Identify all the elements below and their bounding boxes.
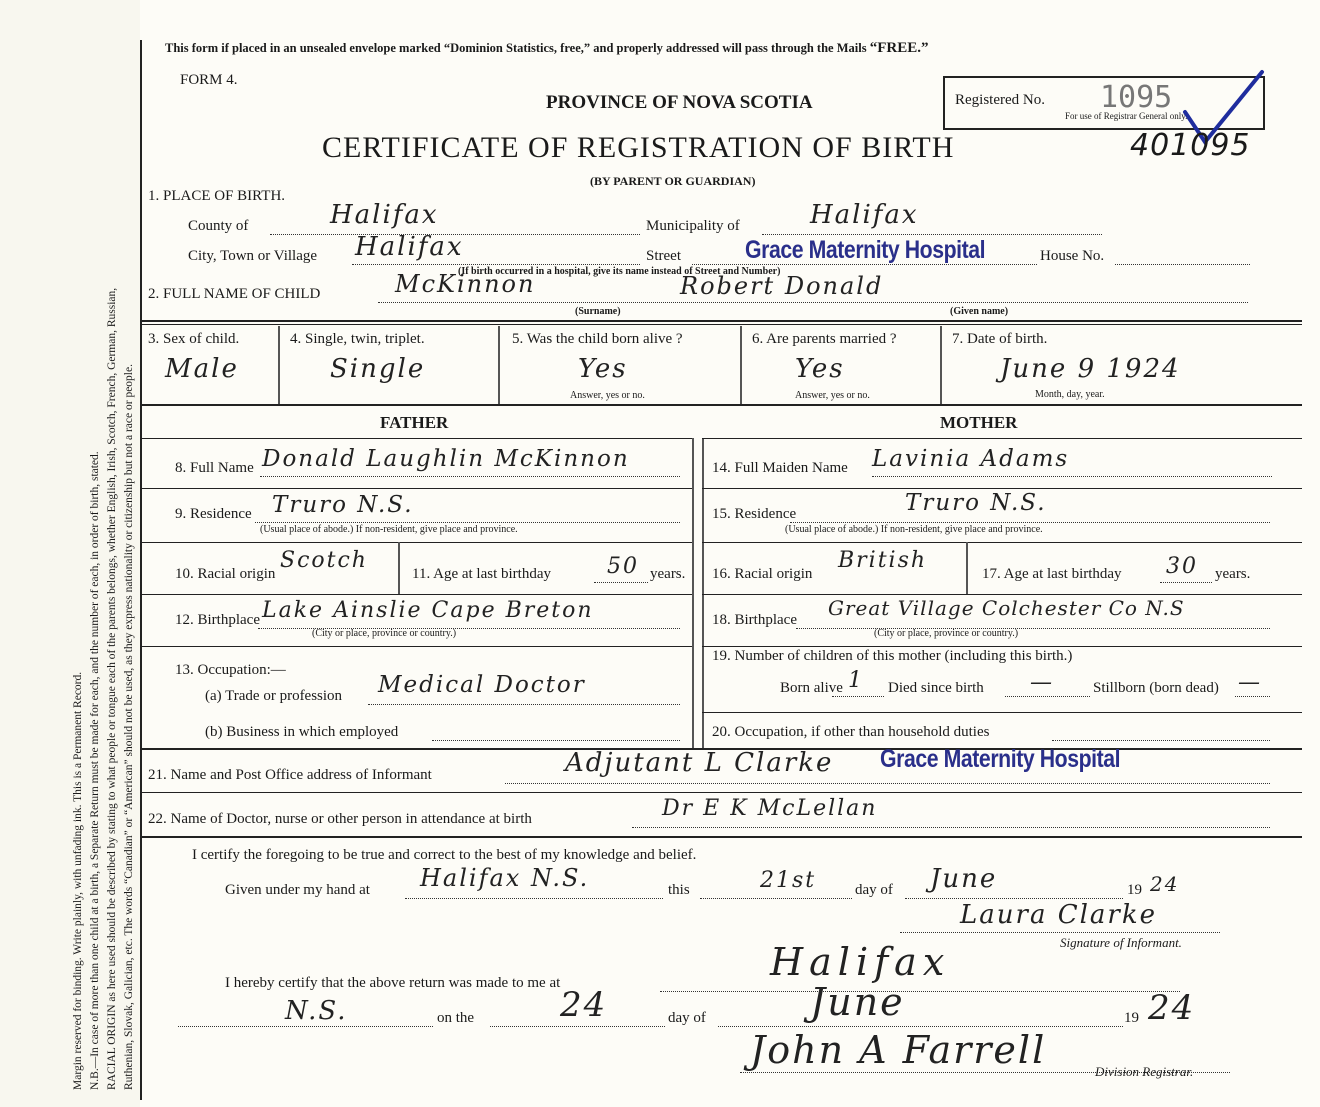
father-name-value: Donald Laughlin McKinnon	[262, 446, 630, 472]
registrar-place2-line	[178, 1026, 433, 1027]
father-birthplace-value: Lake Ainslie Cape Breton	[262, 598, 594, 623]
given-caption: (Given name)	[950, 306, 1009, 317]
given-place-line	[405, 898, 663, 899]
year-prefix: 19	[1127, 882, 1142, 898]
father-age-value: 50	[607, 554, 639, 579]
born-alive-line	[832, 696, 884, 697]
reg-month-value: June	[810, 980, 905, 1024]
born-alive-label: Born alive	[780, 680, 843, 696]
father-residence-value: Truro N.S.	[272, 492, 414, 518]
signature-line	[900, 932, 1220, 933]
certificate-title: CERTIFICATE OF REGISTRATION OF BIRTH	[322, 131, 955, 164]
form-number: FORM 4.	[180, 72, 238, 88]
col-sep-1	[278, 326, 280, 404]
rule-bottom-2	[142, 792, 1302, 793]
mother-birthplace-caption: (City or place, province or country.)	[874, 628, 1019, 639]
form-left-border	[140, 40, 142, 1100]
mail-note-mid: and properly addressed will pass through the Mails	[590, 41, 870, 55]
died-value: —	[1030, 670, 1054, 695]
margin-line-1: Margin reserved for binding. Write plainly, with unfading ink. This is a Permanent Record.	[72, 671, 84, 1090]
alive-label: 5. Was the child born alive ?	[512, 331, 683, 347]
father-birthplace-label: 12. Birthplace	[175, 612, 260, 628]
margin-line-3: RACIAL ORIGIN as here used should be described by stating to what people or tongue each of the parents belongs, whether English, Irish, Scotch, French, German, Russian,	[106, 287, 118, 1090]
mother-name-value: Lavinia Adams	[872, 446, 1070, 472]
mail-note-free: “FREE.”	[869, 40, 929, 56]
father-business-label: (b) Business in which employed	[205, 724, 399, 740]
street-hospital-stamp: Grace Maternity Hospital	[745, 236, 986, 264]
mother-heading: MOTHER	[940, 413, 1018, 432]
father-business-line	[432, 740, 680, 741]
mother-occupation-line	[1052, 740, 1270, 741]
father-race-value: Scotch	[280, 548, 368, 573]
binding-margin	[0, 0, 140, 1107]
father-name-line	[260, 476, 680, 477]
father-age-unit: years.	[650, 566, 686, 582]
mother-race-value: British	[838, 548, 928, 573]
father-trade-line	[368, 704, 680, 705]
father-rule-2	[142, 488, 692, 489]
mother-rule-4	[702, 594, 1302, 595]
mother-residence-value: Truro N.S.	[905, 490, 1047, 516]
mother-occupation-label: 20. Occupation, if other than household duties	[712, 724, 990, 740]
reg-day-label: day of	[668, 1010, 706, 1026]
father-trade-label: (a) Trade or profession	[205, 688, 343, 704]
doctor-line	[632, 827, 1270, 828]
father-right-border	[692, 438, 694, 748]
registrar-place-value: Halifax	[770, 940, 951, 984]
father-name-label: 8. Full Name	[175, 460, 254, 476]
mother-name-line	[872, 476, 1272, 477]
father-residence-caption: (Usual place of abode.) If non-resident, give place and province.	[260, 524, 518, 535]
child-name-label: 2. FULL NAME OF CHILD	[148, 286, 321, 302]
plurality-label: 4. Single, twin, triplet.	[290, 331, 425, 347]
street-label: Street	[646, 248, 681, 264]
mother-birthplace-value: Great Village Colchester Co N.S	[828, 596, 1185, 620]
certificate-subtitle: (BY PARENT OR GUARDIAN)	[590, 174, 756, 188]
margin-line-2: N.B.—In case of more than one child at a birth, a Separate Return must be made for each, and the number of each, in order of birth, stated.	[89, 451, 101, 1090]
municipality-value: Halifax	[810, 200, 919, 230]
reg-year-value: 24	[1148, 988, 1196, 1028]
registrar-signature: John A Farrell	[750, 1028, 1047, 1072]
margin-instructions	[70, 288, 138, 1090]
given-label: Given under my hand at	[225, 882, 370, 898]
this-label: this	[668, 882, 690, 898]
mother-rule-6	[702, 712, 1302, 713]
hospital-note: (If birth occurred in a hospital, give its name instead of Street and Number)	[458, 266, 781, 277]
house-no-label: House No.	[1040, 248, 1105, 264]
married-caption: Answer, yes or no.	[795, 390, 870, 401]
mother-race-sep	[966, 542, 968, 594]
father-rule-1	[142, 438, 692, 439]
day-of-label: day of	[855, 882, 893, 898]
municipality-line	[762, 234, 1102, 235]
given-day-value: 21st	[760, 868, 817, 893]
child-name-line	[378, 302, 1248, 303]
given-year-value: 24	[1150, 872, 1180, 896]
doctor-value: Dr E K McLellan	[662, 796, 878, 821]
informant-value: Adjutant L Clarke	[565, 748, 834, 778]
file-number: 401095	[1130, 128, 1251, 163]
father-rule-5	[142, 646, 692, 647]
father-occupation-label: 13. Occupation:—	[175, 662, 286, 678]
mother-age-label: 17. Age at last birthday	[982, 566, 1122, 582]
rule-top-1	[142, 320, 1302, 322]
father-residence-label: 9. Residence	[175, 506, 252, 522]
city-label: City, Town or Village	[188, 248, 318, 264]
mother-age-line	[1160, 582, 1212, 583]
stillborn-label: Stillborn (born dead)	[1093, 680, 1219, 696]
mother-rule-2	[702, 488, 1302, 489]
col-sep-2	[498, 326, 500, 404]
alive-caption: Answer, yes or no.	[570, 390, 645, 401]
county-value: Halifax	[330, 200, 439, 230]
mother-birthplace-line	[796, 628, 1270, 629]
month-line	[905, 898, 1123, 899]
plurality-value: Single	[330, 354, 426, 384]
sex-label: 3. Sex of child.	[148, 331, 240, 347]
day-line	[700, 898, 852, 899]
registered-note: For use of Registrar General only.	[1065, 111, 1188, 121]
child-given-name: Robert Donald	[680, 272, 884, 300]
died-label: Died since birth	[888, 680, 984, 696]
house-line	[1115, 264, 1250, 265]
county-label: County of	[188, 218, 249, 234]
mail-note	[165, 40, 928, 57]
dob-value: June 9 1924	[1000, 354, 1181, 384]
city-line	[352, 264, 640, 265]
col-sep-4	[940, 326, 942, 404]
reg-day-line	[490, 1026, 665, 1027]
rule-bottom-3	[142, 836, 1302, 838]
informant-label: 21. Name and Post Office address of Informant	[148, 767, 432, 783]
died-line	[1005, 696, 1090, 697]
mail-note-pre: This form if placed in an unsealed envelope marked	[165, 41, 444, 55]
children-count-label: 19. Number of children of this mother (including this birth.)	[712, 648, 1073, 664]
given-place-value: Halifax N.S.	[420, 864, 590, 892]
registrar-place-line	[660, 991, 1180, 992]
city-value: Halifax	[355, 232, 464, 262]
reg-month-line	[718, 1026, 1123, 1027]
father-age-label: 11. Age at last birthday	[412, 566, 551, 582]
registrar-statement: I hereby certify that the above return was made to me at	[225, 975, 561, 991]
rule-mid	[142, 404, 1302, 406]
father-heading: FATHER	[380, 413, 449, 432]
stillborn-value: —	[1238, 670, 1262, 695]
dob-label: 7. Date of birth.	[952, 331, 1048, 347]
mother-left-border	[702, 438, 704, 748]
rule-top-2	[142, 324, 1302, 325]
surname-caption: (Surname)	[575, 306, 621, 317]
born-alive-value: 1	[848, 668, 864, 693]
mother-rule-1	[702, 438, 1302, 439]
married-label: 6. Are parents married ?	[752, 331, 897, 347]
informant-caption: Signature of Informant.	[1060, 935, 1182, 950]
mother-name-label: 14. Full Maiden Name	[712, 460, 848, 476]
on-the-label: on the	[437, 1010, 475, 1026]
mother-residence-label: 15. Residence	[712, 506, 797, 522]
mother-race-label: 16. Racial origin	[712, 566, 813, 582]
father-age-line	[594, 582, 648, 583]
place-of-birth-label: 1. PLACE OF BIRTH.	[148, 188, 286, 204]
mother-age-value: 30	[1166, 554, 1198, 579]
father-birthplace-caption: (City or place, province or country.)	[312, 628, 457, 639]
married-value: Yes	[795, 354, 845, 384]
margin-line-4: Ruthenian, Slovak, Galician, etc. The words “Canadian” or “American” should not be used, as they express nationality or citizenship but not a race or people.	[123, 364, 135, 1090]
father-race-label: 10. Racial origin	[175, 566, 276, 582]
reg-day-value: 24	[560, 985, 608, 1025]
registered-label: Registered No.	[955, 92, 1045, 108]
mother-residence-line	[790, 522, 1270, 523]
father-rule-3	[142, 542, 692, 543]
stillborn-line	[1235, 696, 1270, 697]
mother-rule-5	[702, 646, 1302, 647]
father-rule-4	[142, 594, 692, 595]
father-race-sep	[398, 542, 400, 594]
mother-age-unit: years.	[1215, 566, 1251, 582]
province-heading: PROVINCE OF NOVA SCOTIA	[546, 92, 813, 113]
informant-hospital-stamp: Grace Maternity Hospital	[880, 745, 1121, 773]
registered-number: 1095	[1100, 80, 1173, 115]
father-trade-value: Medical Doctor	[378, 672, 586, 698]
registrar-caption: Division Registrar.	[1095, 1064, 1194, 1079]
mother-residence-caption: (Usual place of abode.) If non-resident, give place and province.	[785, 524, 1043, 535]
registrar-place2-value: N.S.	[285, 996, 348, 1026]
father-residence-line	[255, 522, 680, 523]
doctor-label: 22. Name of Doctor, nurse or other person in attendance at birth	[148, 811, 532, 827]
informant-signature: Laura Clarke	[960, 900, 1157, 930]
informant-line	[505, 783, 1270, 784]
municipality-label: Municipality of	[646, 218, 740, 234]
child-surname: McKinnon	[395, 270, 536, 298]
reg-year-prefix: 19	[1124, 1010, 1139, 1026]
given-month-value: June	[930, 864, 998, 894]
alive-value: Yes	[578, 354, 628, 384]
mother-rule-3	[702, 542, 1302, 543]
mail-note-quoted: “Dominion Statistics, free,”	[443, 41, 591, 55]
col-sep-3	[740, 326, 742, 404]
sex-value: Male	[165, 354, 239, 384]
mother-birthplace-label: 18. Birthplace	[712, 612, 797, 628]
dob-caption: Month, day, year.	[1035, 389, 1105, 400]
certify-statement: I certify the foregoing to be true and correct to the best of my knowledge and belief.	[192, 847, 697, 863]
